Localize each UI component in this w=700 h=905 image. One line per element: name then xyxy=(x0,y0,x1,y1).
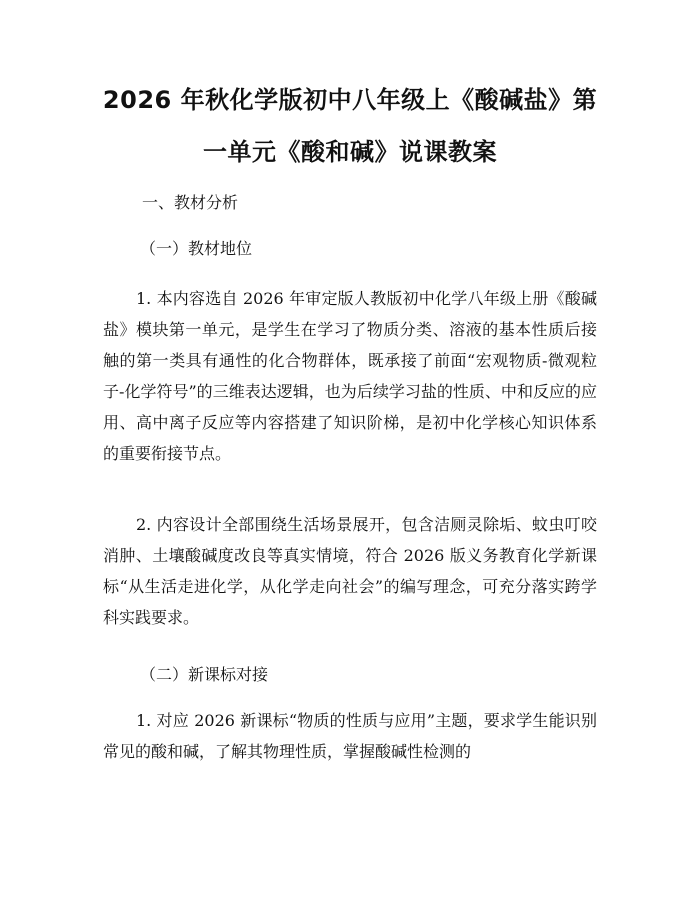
paragraph-textbook-position-2: 2. 内容设计全部围绕生活场景展开，包含洁厕灵除垢、蚊虫叮咬消肿、土壤酸碱度改良等真实情境，符合 2026 版义务教育化学新课标“从生活走进化学，从化学走向社会”的编写理念，可充分落实跨学科实践要求。 xyxy=(103,515,597,627)
document-title-line-2: 一单元《酸和碱》说课教案 xyxy=(203,138,497,166)
subsection-heading-textbook-position: （一）教材地位 xyxy=(140,239,253,258)
paragraph-curriculum-alignment-1: 1. 对应 2026 新课标“物质的性质与应用”主题，要求学生能识别常见的酸和碱，了解其物理性质，掌握酸碱性检测的 xyxy=(103,711,597,761)
subsection-heading-curriculum-alignment: （二）新课标对接 xyxy=(140,665,269,684)
paragraph-textbook-position-1: 1. 本内容选自 2026 年审定版人教版初中化学八年级上册《酸碱盐》模块第一单元，是学生在学习了物质分类、溶液的基本性质后接触的第一类具有通性的化合物群体，既承接了前面“宏观物质-微观粒子-化学符号”的三维表达逻辑，也为后续学习盐的性质、中和反应的应用、高中离子反应等内容搭建了知识阶梯，是初中化学核心知识体系的重要衔接节点。 xyxy=(103,289,597,463)
section-heading-textbook-analysis: 一、教材分析 xyxy=(142,193,239,212)
document-title-line-1: 2026 年秋化学版初中八年级上《酸碱盐》第 xyxy=(102,86,598,114)
